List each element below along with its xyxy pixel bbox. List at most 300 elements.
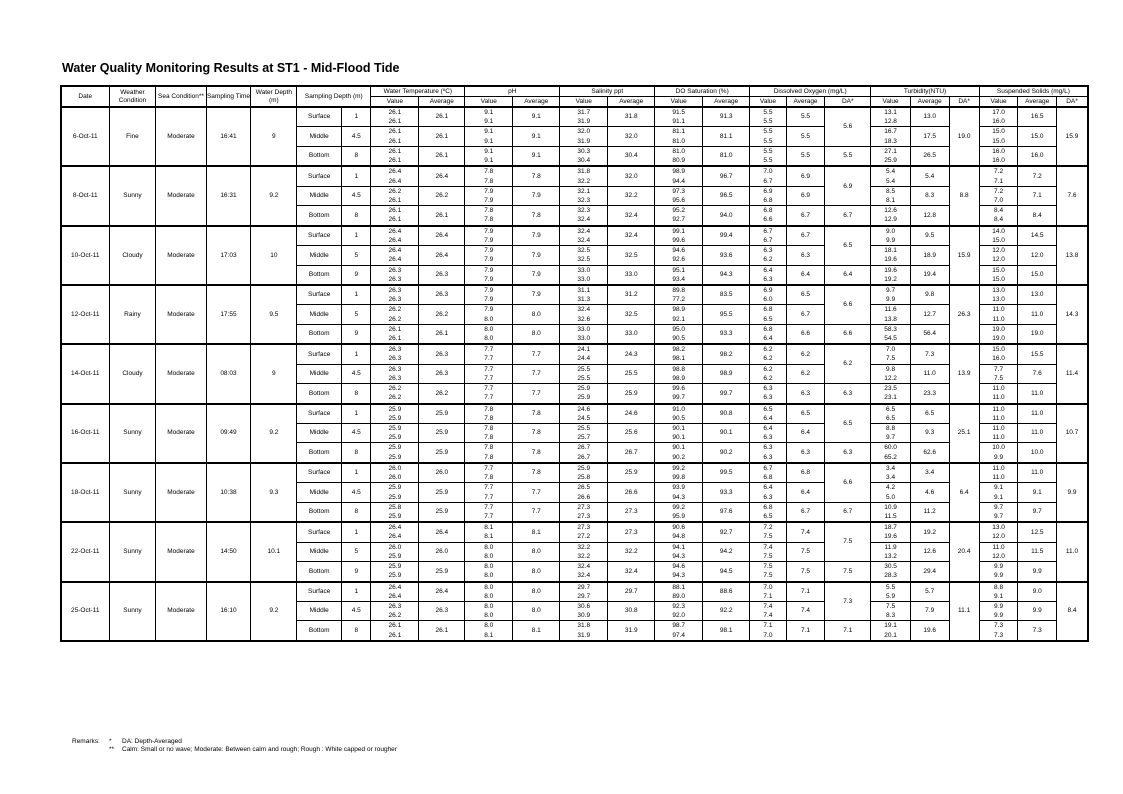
sampling-depth-cell: 5 [342,542,371,562]
sampling-time-cell: 17:03 [206,226,251,285]
salinity-value-2: 31.3 [577,296,591,304]
dissolved-oxygen-value-2: 6.3 [763,453,773,461]
salinity-value-2: 29.7 [577,592,591,600]
turbidity-da-cell: 15.9 [949,226,979,285]
suspended-solids-value-cell [979,246,1018,266]
sampling-level-cell: Surface [297,522,342,542]
temperature-value-1: 26.0 [388,464,402,472]
dissolved-oxygen-average-cell: 7.4 [786,522,825,542]
do-saturation-value-cell [655,423,703,443]
temperature-value-cell [371,206,419,226]
temperature-value-1: 26.1 [388,207,402,215]
temperature-average-cell: 26.1 [419,324,465,344]
suspended-solids-value-2: 12.0 [992,552,1005,560]
suspended-solids-value-1: 15.0 [992,128,1005,136]
turbidity-value-cell [871,206,911,226]
suspended-solids-value-2: 11.0 [992,394,1005,402]
do-saturation-average-cell: 81.1 [703,127,750,147]
dissolved-oxygen-average-cell: 7.5 [786,542,825,562]
turbidity-value-1: 10.9 [884,503,897,511]
turbidity-value-1: 18.1 [884,247,897,255]
ph-average-cell: 7.7 [513,483,560,503]
suspended-solids-average-cell: 11.0 [1018,423,1057,443]
turbidity-value-2: 5.9 [886,592,896,600]
salinity-value-2: 32.5 [577,256,591,264]
sampling-depth-cell: 8 [342,384,371,404]
ph-value-1: 9.1 [484,128,494,136]
do-saturation-value-2: 94.4 [672,177,686,185]
suspended-solids-value-cell [979,127,1018,147]
temperature-value-1: 26.4 [388,583,402,591]
ph-value-cell [465,502,513,522]
salinity-value-1: 25.5 [577,365,591,373]
do-saturation-value-2: 99.8 [672,474,686,482]
temperature-value-1: 26.4 [388,168,402,176]
dissolved-oxygen-value-cell [750,582,787,602]
weather-cell: Sunny [109,463,156,522]
suspended-solids-value-1: 13.0 [992,286,1005,294]
ph-value-2: 8.0 [484,335,494,343]
salinity-average-cell: 32.4 [608,226,655,246]
temperature-value-2: 26.1 [388,335,402,343]
turbidity-value-1: 12.6 [884,207,897,215]
dissolved-oxygen-average-cell: 7.5 [786,562,825,582]
dissolved-oxygen-value-2: 6.2 [763,374,773,382]
turbidity-value-1: 4.2 [886,484,896,492]
temperature-value-1: 26.1 [388,147,402,155]
temperature-value-2: 25.9 [388,572,402,580]
suspended-solids-average-cell: 16.5 [1018,107,1057,127]
ph-value-2: 7.7 [484,374,494,382]
salinity-value-cell [560,324,608,344]
ph-value-2: 8.1 [484,631,494,639]
ph-value-2: 7.9 [484,256,494,264]
subheader-do-value: Value [750,97,787,108]
dissolved-oxygen-value-1: 5.5 [763,109,773,116]
salinity-value-cell [560,384,608,404]
turbidity-value-1: 9.8 [886,365,896,373]
temperature-value-1: 26.4 [388,247,402,255]
salinity-value-1: 32.0 [577,128,591,136]
ph-average-cell: 7.7 [513,384,560,404]
ph-value-2: 7.9 [484,296,494,304]
dissolved-oxygen-average-cell: 5.5 [786,146,825,166]
do-saturation-average-cell: 90.2 [703,443,750,463]
temperature-value-cell [371,384,419,404]
salinity-value-1: 32.4 [577,227,591,235]
salinity-value-2: 30.4 [577,157,591,165]
dissolved-oxygen-average-cell: 6.5 [786,285,825,305]
do-saturation-value-2: 99.7 [672,394,686,402]
do-saturation-value-cell [655,502,703,522]
do-da-bottom-cell: 6.7 [825,502,871,522]
turbidity-da-cell: 11.1 [949,582,979,641]
salinity-value-2: 26.7 [577,453,591,461]
dissolved-oxygen-average-cell: 6.2 [786,344,825,364]
temperature-value-1: 26.2 [388,385,402,393]
turbidity-value-1: 7.5 [886,602,896,610]
dissolved-oxygen-value-1: 6.4 [763,266,773,274]
sampling-depth-cell: 8 [342,502,371,522]
temperature-value-2: 25.9 [388,453,402,461]
ph-value-cell [465,206,513,226]
sampling-level-cell: Surface [297,463,342,483]
salinity-average-cell: 26.7 [608,443,655,463]
do-saturation-value-cell [655,226,703,246]
header-turbidity: Turbidity(NTU) [871,86,980,97]
do-saturation-average-cell: 98.9 [703,364,750,384]
sampling-time-cell: 16:31 [206,166,251,225]
dissolved-oxygen-value-cell [750,344,787,364]
do-saturation-value-1: 99.6 [672,385,686,393]
do-saturation-value-2: 77.2 [672,296,686,304]
ph-value-1: 8.0 [484,583,494,591]
do-saturation-value-2: 93.4 [672,275,686,283]
temperature-value-cell [371,305,419,325]
salinity-value-1: 31.8 [577,622,591,630]
temperature-value-cell [371,344,419,364]
ph-value-cell [465,186,513,206]
do-saturation-average-cell: 93.3 [703,324,750,344]
suspended-solids-value-cell [979,404,1018,424]
turbidity-value-cell [871,246,911,266]
suspended-solids-average-cell: 7.3 [1018,621,1057,641]
turbidity-value-cell [871,582,911,602]
temperature-value-1: 26.2 [388,187,402,195]
dissolved-oxygen-value-2: 6.5 [763,512,773,520]
dissolved-oxygen-average-cell: 6.4 [786,265,825,285]
do-saturation-value-1: 99.1 [672,227,686,235]
dissolved-oxygen-value-2: 6.0 [763,296,773,304]
subheader-turb-average: Average [910,97,949,108]
salinity-average-cell: 25.6 [608,423,655,443]
ph-value-cell [465,542,513,562]
temperature-average-cell: 26.3 [419,601,465,621]
turbidity-value-cell [871,443,911,463]
do-saturation-value-2: 90.5 [672,414,686,422]
suspended-solids-value-1: 9.9 [994,602,1004,610]
sampling-depth-cell: 8 [342,443,371,463]
subheader-do-da: DA* [825,97,871,108]
salinity-average-cell: 32.5 [608,305,655,325]
do-saturation-value-cell [655,582,703,602]
salinity-average-cell: 30.8 [608,601,655,621]
do-da-bottom-cell: 5.5 [825,146,871,166]
table-row [61,404,1088,424]
temperature-value-cell [371,226,419,246]
sampling-level-cell: Bottom [297,265,342,285]
sampling-time-cell: 08:03 [206,344,251,403]
do-da-bottom-cell: 6.3 [825,384,871,404]
do-saturation-value-cell [655,404,703,424]
weather-cell: Sunny [109,166,156,225]
suspended-solids-average-cell: 15.0 [1018,265,1057,285]
dissolved-oxygen-value-2: 7.4 [763,612,773,620]
suspended-solids-value-1: 10.0 [992,444,1005,452]
suspended-solids-da-cell: 8.4 [1056,582,1088,641]
turbidity-value-1: 9.7 [886,286,896,294]
ph-value-cell [465,621,513,641]
temperature-value-2: 26.2 [388,612,402,620]
suspended-solids-value-1: 8.8 [994,583,1004,591]
sampling-level-cell: Middle [297,601,342,621]
turbidity-average-cell: 12.6 [910,542,949,562]
ph-value-cell [465,285,513,305]
suspended-solids-da-cell: 7.6 [1056,166,1088,225]
table-header [61,86,1088,107]
ph-value-2: 7.7 [484,355,494,363]
do-saturation-value-2: 98.1 [672,355,686,363]
do-saturation-average-cell: 99.7 [703,384,750,404]
ph-value-2: 7.8 [484,177,494,185]
turbidity-value-cell [871,324,911,344]
suspended-solids-average-cell: 11.0 [1018,305,1057,325]
salinity-value-cell [560,443,608,463]
dissolved-oxygen-value-1: 6.8 [763,207,773,215]
ph-value-1: 7.8 [484,405,494,413]
temperature-value-cell [371,582,419,602]
dissolved-oxygen-value-cell [750,502,787,522]
turbidity-da-cell: 26.3 [949,285,979,344]
dissolved-oxygen-value-cell [750,265,787,285]
salinity-average-cell: 24.6 [608,404,655,424]
salinity-value-cell [560,344,608,364]
temperature-value-2: 26.1 [388,118,402,126]
ph-value-1: 7.9 [484,227,494,235]
dissolved-oxygen-value-1: 6.5 [763,405,773,413]
suspended-solids-average-cell: 12.5 [1018,522,1057,542]
turbidity-value-2: 11.5 [884,512,897,520]
turbidity-average-cell: 11.0 [910,364,949,384]
suspended-solids-value-1: 11.0 [992,425,1005,433]
suspended-solids-value-1: 13.0 [992,524,1005,532]
sampling-level-cell: Middle [297,127,342,147]
do-saturation-value-1: 99.2 [672,503,686,511]
ph-value-1: 7.8 [484,444,494,452]
salinity-average-cell: 27.3 [608,522,655,542]
dissolved-oxygen-value-cell [750,483,787,503]
turbidity-value-cell [871,285,911,305]
suspended-solids-value-1: 15.0 [992,346,1005,354]
subheader-sal-average: Average [608,97,655,108]
suspended-solids-da-cell: 14.3 [1056,285,1088,344]
turbidity-average-cell: 19.2 [910,522,949,542]
temperature-average-cell: 26.1 [419,146,465,166]
temperature-value-2: 25.9 [388,493,402,501]
dissolved-oxygen-value-2: 7.5 [763,552,773,560]
ph-value-2: 7.7 [484,394,494,402]
suspended-solids-value-2: 9.1 [994,592,1004,600]
header-date: Date [61,86,109,107]
ph-value-cell [465,246,513,266]
temperature-value-cell [371,562,419,582]
dissolved-oxygen-value-cell [750,522,787,542]
turbidity-average-cell: 6.5 [910,404,949,424]
do-saturation-value-2: 95.6 [672,196,686,204]
ph-value-cell [465,364,513,384]
ph-value-cell [465,483,513,503]
do-saturation-value-1: 90.1 [672,444,686,452]
turbidity-value-cell [871,265,911,285]
dissolved-oxygen-value-cell [750,443,787,463]
do-saturation-value-2: 99.6 [672,236,686,244]
do-da-surface-middle-cell: 7.3 [825,582,871,621]
salinity-value-1: 26.7 [577,444,591,452]
ph-value-cell [465,463,513,483]
do-saturation-value-1: 94.6 [672,247,686,255]
ph-value-cell [465,562,513,582]
suspended-solids-value-2: 11.0 [992,414,1005,422]
suspended-solids-value-2: 7.3 [994,631,1004,639]
dissolved-oxygen-value-2: 7.5 [763,533,773,541]
ph-value-1: 7.7 [484,365,494,373]
sea-condition-cell: Moderate [156,522,206,581]
turbidity-value-1: 30.5 [884,563,897,571]
dissolved-oxygen-average-cell: 6.5 [786,404,825,424]
temperature-average-cell: 26.3 [419,364,465,384]
salinity-average-cell: 30.4 [608,146,655,166]
turbidity-value-cell [871,107,911,127]
suspended-solids-da-cell: 11.4 [1056,344,1088,403]
table-row [61,344,1088,364]
sampling-level-cell: Middle [297,542,342,562]
dissolved-oxygen-value-cell [750,364,787,384]
dissolved-oxygen-value-cell [750,621,787,641]
ph-average-cell: 9.1 [513,127,560,147]
turbidity-value-cell [871,542,911,562]
suspended-solids-value-1: 19.0 [992,325,1005,333]
do-saturation-value-2: 90.5 [672,335,686,343]
temperature-average-cell: 25.9 [419,404,465,424]
temperature-value-cell [371,542,419,562]
suspended-solids-value-cell [979,423,1018,443]
temperature-value-2: 26.1 [388,216,402,224]
do-saturation-value-1: 98.7 [672,622,686,630]
dissolved-oxygen-value-1: 6.2 [763,365,773,373]
salinity-average-cell: 32.0 [608,127,655,147]
suspended-solids-value-cell [979,483,1018,503]
temperature-average-cell: 25.9 [419,562,465,582]
turbidity-value-cell [871,522,911,542]
turbidity-value-2: 6.5 [886,414,896,422]
suspended-solids-value-1: 9.1 [994,484,1004,492]
ph-value-2: 7.8 [484,216,494,224]
sampling-level-cell: Surface [297,226,342,246]
salinity-average-cell: 25.5 [608,364,655,384]
suspended-solids-value-cell [979,562,1018,582]
suspended-solids-value-2: 8.4 [994,216,1004,224]
dissolved-oxygen-average-cell: 7.4 [786,601,825,621]
water-depth-cell: 9.3 [251,463,297,522]
turbidity-value-2: 5.4 [886,177,896,185]
suspended-solids-value-1: 17.0 [992,109,1005,116]
temperature-value-2: 25.9 [388,414,402,422]
salinity-value-1: 31.1 [577,286,591,294]
dissolved-oxygen-value-2: 5.5 [763,157,773,165]
do-saturation-average-cell: 95.5 [703,305,750,325]
suspended-solids-value-2: 15.0 [992,236,1005,244]
do-saturation-value-cell [655,522,703,542]
salinity-value-2: 33.0 [577,275,591,283]
suspended-solids-value-cell [979,265,1018,285]
salinity-value-1: 32.1 [577,187,591,195]
turbidity-value-2: 8.3 [886,612,896,620]
turbidity-value-2: 12.8 [884,118,897,126]
suspended-solids-value-2: 12.0 [992,256,1005,264]
ph-value-1: 7.9 [484,306,494,314]
water-depth-cell: 9.2 [251,404,297,463]
do-saturation-value-cell [655,443,703,463]
do-saturation-value-cell [655,107,703,127]
turbidity-value-1: 19.6 [884,266,897,274]
salinity-value-1: 27.3 [577,503,591,511]
do-saturation-value-cell [655,206,703,226]
ph-value-cell [465,522,513,542]
ph-value-2: 9.1 [484,137,494,145]
dissolved-oxygen-value-1: 5.5 [763,147,773,155]
suspended-solids-average-cell: 11.0 [1018,384,1057,404]
date-cell: 16-Oct-11 [61,404,109,463]
ph-value-1: 8.0 [484,543,494,551]
turbidity-value-cell [871,423,911,443]
water-depth-cell: 9 [251,344,297,403]
sampling-depth-cell: 1 [342,107,371,127]
ph-value-2: 9.1 [484,118,494,126]
dissolved-oxygen-value-2: 6.3 [763,394,773,402]
sampling-depth-cell: 9 [342,562,371,582]
do-saturation-value-1: 89.8 [672,286,686,294]
salinity-value-cell [560,502,608,522]
suspended-solids-value-2: 7.1 [994,177,1004,185]
date-cell: 12-Oct-11 [61,285,109,344]
turbidity-average-cell: 19.4 [910,265,949,285]
sampling-level-cell: Bottom [297,621,342,641]
suspended-solids-value-1: 12.0 [992,247,1005,255]
salinity-value-2: 31.9 [577,137,591,145]
sampling-time-cell: 16:41 [206,107,251,166]
temperature-value-1: 25.8 [388,503,402,511]
dissolved-oxygen-value-2: 6.2 [763,355,773,363]
temperature-value-1: 26.3 [388,346,402,354]
turbidity-value-1: 60.0 [884,444,897,452]
temperature-average-cell: 26.2 [419,305,465,325]
temperature-average-cell: 26.2 [419,186,465,206]
turbidity-da-cell: 20.4 [949,522,979,581]
salinity-value-2: 27.2 [577,533,591,541]
do-saturation-value-2: 94.3 [672,552,686,560]
turbidity-average-cell: 7.9 [910,601,949,621]
do-saturation-average-cell: 94.5 [703,562,750,582]
sampling-depth-cell: 1 [342,344,371,364]
salinity-value-cell [560,582,608,602]
suspended-solids-value-2: 16.0 [992,118,1005,126]
temperature-value-1: 26.1 [388,325,402,333]
salinity-value-cell [560,305,608,325]
ph-value-cell [465,582,513,602]
dissolved-oxygen-value-1: 6.7 [763,227,773,235]
suspended-solids-average-cell: 16.0 [1018,146,1057,166]
do-saturation-average-cell: 94.0 [703,206,750,226]
turbidity-average-cell: 9.5 [910,226,949,246]
salinity-value-cell [560,522,608,542]
suspended-solids-value-1: 9.9 [994,563,1004,571]
table-row [61,166,1088,186]
suspended-solids-value-1: 15.0 [992,266,1005,274]
ph-value-2: 7.8 [484,474,494,482]
salinity-value-2: 32.4 [577,236,591,244]
temperature-value-1: 26.0 [388,543,402,551]
subheader-ph-average: Average [513,97,560,108]
